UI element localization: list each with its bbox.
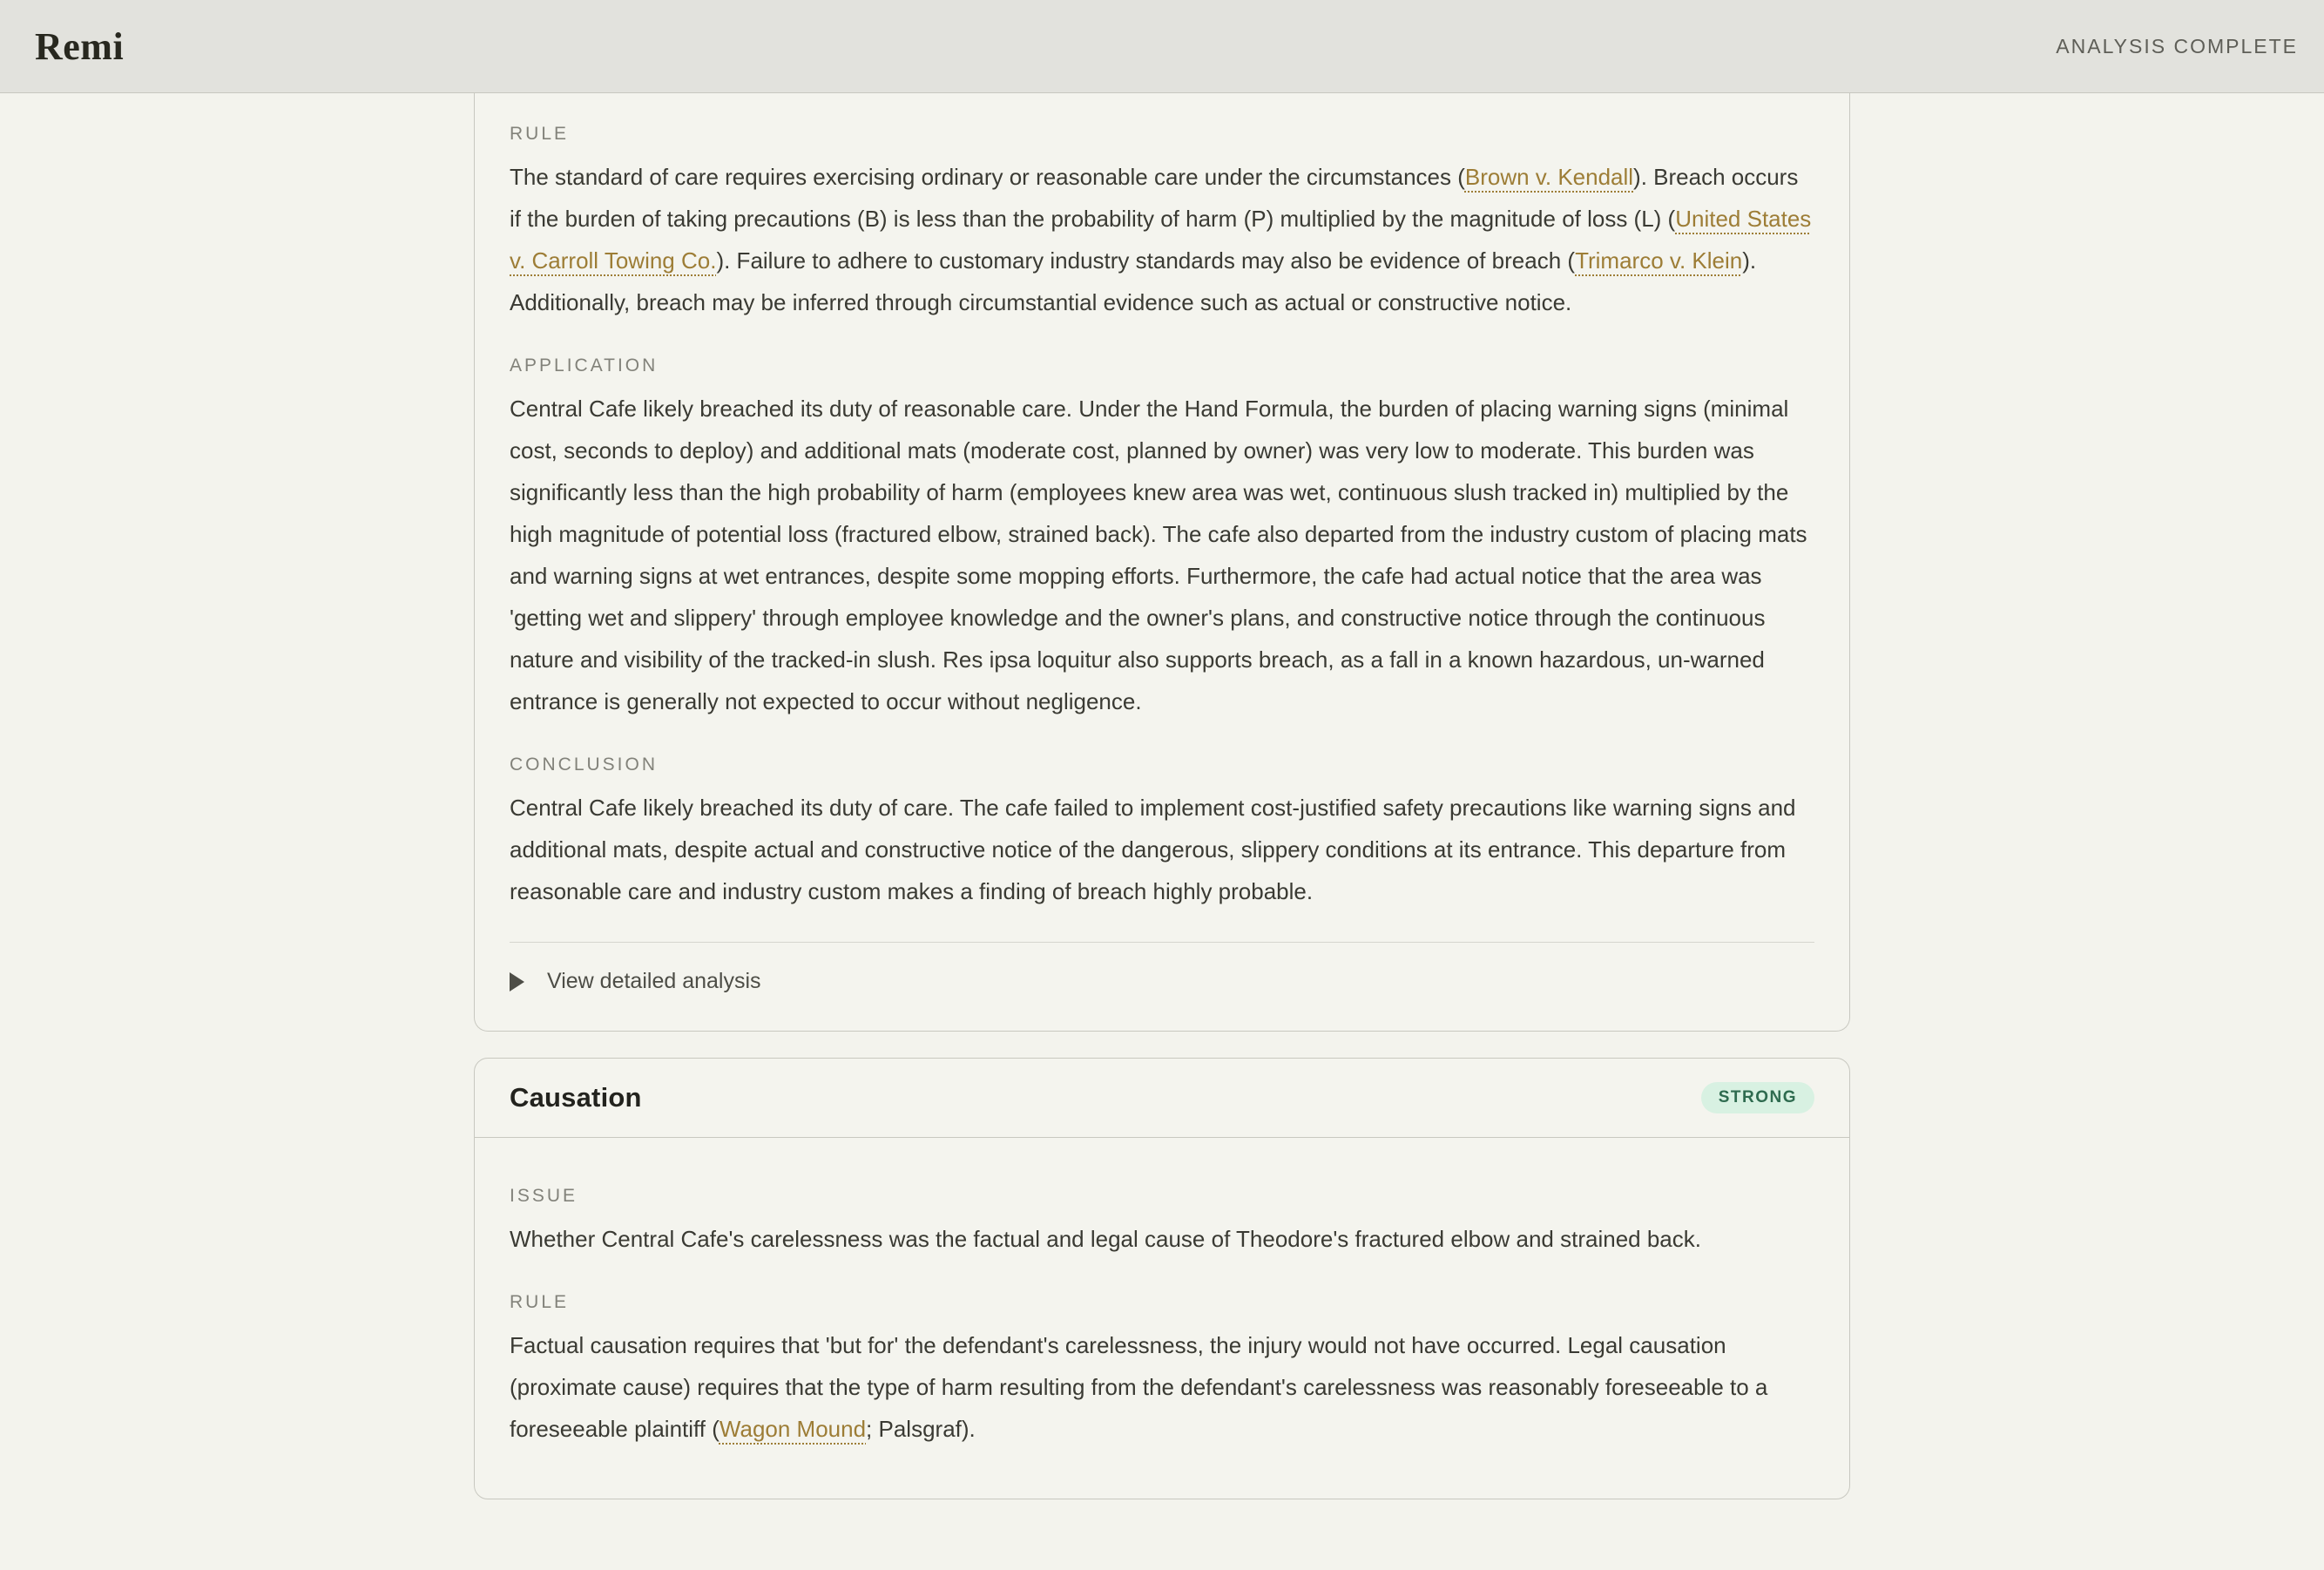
- text-segment: Central Cafe likely breached its duty of care. The cafe failed to implement cost-justified safety precautions like warning signs and additional mats, despite actual and constructive notice of the dangerous, slippery conditions at its entrance. This departure from reasonable care and industry custom makes a finding of breach highly probable.: [510, 795, 1796, 904]
- section-conclusion: [510, 754, 1814, 912]
- case-citation-link[interactable]: United States v. Carroll Towing Co.: [510, 206, 1812, 274]
- section-label: RULE: [510, 124, 570, 144]
- text-segment: ). Additionally, breach may be inferred through circumstantial evidence such as actual or constructive notice.: [510, 247, 1757, 315]
- case-citation-link[interactable]: Wagon Mound: [719, 1416, 867, 1442]
- case-citation-link[interactable]: Trimarco v. Klein: [1575, 247, 1743, 274]
- text-segment: ). Breach occurs if the burden of taking precautions (B) is less than the probability of harm (P) multiplied by the magnitude of loss (L) (: [510, 164, 1799, 232]
- app-logo: Remi: [35, 24, 125, 68]
- section-text: [510, 787, 1814, 912]
- analysis-status-badge: ANALYSIS COMPLETE: [2056, 34, 2298, 58]
- section-text: [510, 1218, 1814, 1260]
- analysis-card-breach: [474, 93, 1850, 1032]
- section-label: APPLICATION: [510, 355, 659, 376]
- card-header: [475, 1059, 1849, 1138]
- expander-divider: [510, 942, 1814, 943]
- section-label: CONCLUSION: [510, 755, 659, 775]
- section-text: [510, 1324, 1814, 1450]
- analysis-card-causation: [474, 1058, 1850, 1499]
- section-issue: [510, 1185, 1814, 1260]
- analysis-scroll-area[interactable]: [0, 93, 2324, 1570]
- expander-label: View detailed analysis: [547, 969, 761, 993]
- section-text: [510, 388, 1814, 722]
- section-application: [510, 355, 1814, 722]
- card-title: Causation: [510, 1082, 642, 1113]
- section-rule: [510, 123, 1814, 323]
- expand-triangle-icon: [510, 972, 524, 991]
- view-detailed-analysis-button[interactable]: [510, 969, 761, 994]
- analysis-column: [474, 93, 1850, 1499]
- text-segment: Central Cafe likely breached its duty of reasonable care. Under the Hand Formula, the burden of placing warning signs (minimal cost, seconds to deploy) and additional mats (moderate cost, planned by owner) was very low to moderate. This burden was significantly less than the high probability of harm (employees knew area was wet, continuous slush tracked in) multiplied by the high magnitude of potential loss (fractured elbow, strained back). The cafe also departed from the industry custom of placing mats and warning signs at wet entrances, despite some mopping efforts. Furthermore, the cafe had actual notice that the area was 'getting wet and slippery' through employee knowledge and the owner's plans, and constructive notice through the continuous nature and visibility of the tracked-in slush. Res ipsa loquitur also supports breach, as a fall in a known hazardous, un-warned entrance is generally not expected to occur without negligence.: [510, 396, 1807, 714]
- card-body: [475, 93, 1849, 1031]
- text-segment: ). Failure to adhere to customary industry standards may also be evidence of breach (: [716, 247, 1576, 274]
- strength-badge: STRONG: [1701, 1082, 1814, 1113]
- text-segment: ; Palsgraf).: [866, 1416, 976, 1442]
- app-header: [0, 0, 2324, 93]
- text-segment: The standard of care requires exercising ordinary or reasonable care under the circumstances (: [510, 164, 1465, 190]
- section-text: [510, 156, 1814, 323]
- case-citation-link[interactable]: Brown v. Kendall: [1464, 164, 1634, 190]
- text-segment: Factual causation requires that 'but for' the defendant's carelessness, the injury would not have occurred. Legal causation (proximate cause) requires that the type of harm resulting from the defendant's carelessness was reasonably foreseeable to a foreseeable plaintiff (: [510, 1332, 1768, 1442]
- section-rule: [510, 1291, 1814, 1450]
- section-label: ISSUE: [510, 1186, 578, 1206]
- card-body: [475, 1138, 1849, 1499]
- section-label: RULE: [510, 1292, 570, 1312]
- text-segment: Whether Central Cafe's carelessness was the factual and legal cause of Theodore's fractured elbow and strained back.: [510, 1226, 1701, 1252]
